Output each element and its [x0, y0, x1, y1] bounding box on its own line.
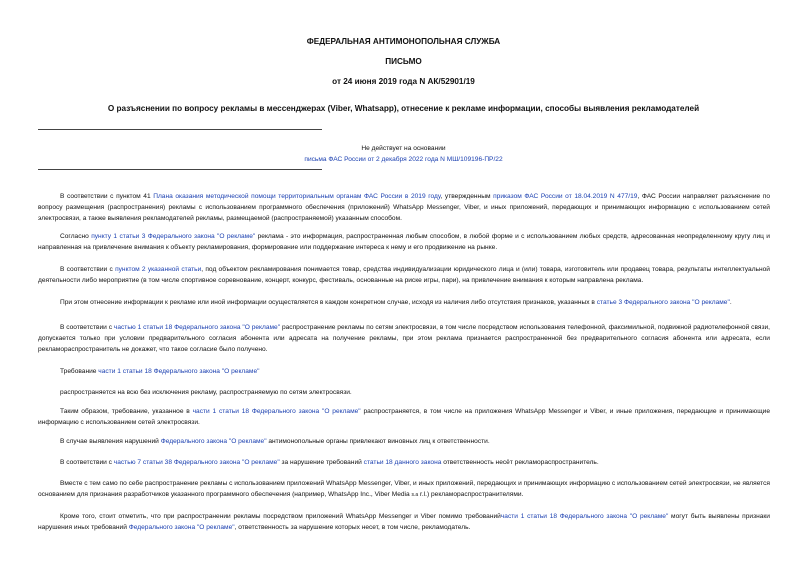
- agency-name: ФЕДЕРАЛЬНАЯ АНТИМОНОПОЛЬНАЯ СЛУЖБА: [306, 37, 501, 46]
- document-type: ПИСЬМО: [385, 57, 422, 66]
- p9-text-a: В случае выявления нарушений: [60, 438, 161, 445]
- p10-link-law[interactable]: частью 7 статьи 38 Федерального закона "О рекламе": [113, 459, 280, 466]
- p5-link-law[interactable]: частью 1 статьи 18 Федерального закона "О рекламе": [113, 324, 281, 331]
- paragraph-11: [38, 478, 770, 501]
- p6-link-law[interactable]: части 1 статьи 18 Федерального закона "О рекламе": [98, 368, 260, 375]
- p9-text-b: антимонопольные органы привлекают виновных лиц к ответственности.: [266, 438, 490, 445]
- p8-text-b: распространяется, в том числе на приложения WhatsApp Messenger и Viber, и иные приложения, передающие и принимающие информацию с использованием сетей электросвязи.: [38, 408, 771, 427]
- p12-link-law-2[interactable]: Федерального закона "О рекламе": [128, 524, 235, 532]
- p12-text-a: Кроме того, стоит отметить, что при распространении рекламы посредством приложений WhatsApp Messenger и Viber помимо требований: [60, 513, 501, 520]
- p1-text-b: , утвержденным: [440, 193, 494, 200]
- p9-link-law[interactable]: Федерального закона "О рекламе": [160, 438, 267, 445]
- paragraph-9: [38, 436, 770, 447]
- p10-text-b: за нарушение требований: [279, 459, 364, 466]
- p8-link-law[interactable]: части 1 статьи 18 Федерального закона "О рекламе": [192, 408, 361, 415]
- paragraph-5: [38, 322, 770, 356]
- paragraph-1: [38, 191, 770, 225]
- paragraph-3: [38, 264, 770, 286]
- p7-text-a: распространяется на всю без исключения рекламу, распространяемую по сетям электросвязи.: [60, 389, 352, 396]
- p5-text-b: распространение рекламы по сетям электросвязи, в том числе посредством использования телефонной, факсимильной, подвижной радиотелефонной связи, допускается только при условии предварительного согласия абонента или адресата на получение рекламы, при этом реклама признается распространенной без предварительного согласия абонента или адресата, если рекламораспространитель не докажет, что такое согласие было получено.: [38, 324, 770, 354]
- p10-text-c: ответственность несёт рекламораспространитель.: [441, 459, 599, 466]
- paragraph-12: [38, 511, 770, 533]
- paragraph-2: [38, 231, 770, 253]
- p1-text-c: , ФАС России направляет разъяснение по вопросу размещения (распространения) рекламы с использованием программного обеспечения (приложений) WhatsApp Messenger, Viber, и иных приложений, передающих и принимающих информацию с использованием сетей электросвязи, а также выявления рекламодателей рекламы, размещаемой (распространяемой) указанным способом.: [38, 193, 771, 223]
- p11-text-b: r.l.) рекламораспространителями.: [418, 491, 524, 499]
- paragraph-7: [38, 387, 770, 398]
- p12-text-b: могут быть выявлены признаки нарушения иных требований: [38, 513, 770, 532]
- paragraph-10: [38, 457, 770, 468]
- p3-text-b: , под объектом рекламирования понимается товар, средства индивидуализации юридического лица и (или) товара, изготовитель или продавец товара, результаты интеллектуальной деятельности либо мероприятие (в том числе спортивное соревнование, концерт, конкурс, фестиваль, основанные на риске игры, пари), на привлечение внимания к которым направлена реклама.: [38, 266, 770, 285]
- document-date-number: от 24 июня 2019 года N АК/52901/19: [332, 77, 475, 86]
- paragraph-8: [38, 406, 770, 428]
- validity-notice-text: Не действует на основании: [361, 145, 446, 152]
- validity-notice-link[interactable]: письма ФАС России от 2 декабря 2022 года N МШ/109196-ПР/22: [304, 156, 503, 163]
- paragraph-4: [38, 297, 770, 308]
- p10-text-a: В соответствии с: [60, 459, 114, 466]
- p11-glyph: s.a: [411, 492, 419, 499]
- p6-text-a: Требование: [60, 368, 99, 375]
- validity-notice: [0, 143, 807, 165]
- p12-text-c: , ответственность за нарушение которых несет, в том числе, рекламодатель.: [234, 524, 471, 532]
- p3-text-a: В соответствии с: [60, 266, 116, 273]
- divider-top: [38, 129, 322, 130]
- p1-text-a: В соответствии с пунктом 41: [60, 193, 154, 200]
- p11-text-a: Вместе с тем само по себе распространение рекламы с использованием приложений WhatsApp Messenger, Viber, и иных приложений, передающих и принимающих информацию с использованием сетей электросвязи, не является основанием для признания разработчиков указанного программного обеспечения (например, WhatsApp Inc., Viber Media: [38, 480, 770, 499]
- document-title: О разъяснении по вопросу рекламы в мессенджерах (Viber, Whatsapp), отнесение к рекламе информации, способы выявления рекламодателей: [107, 104, 700, 113]
- p2-text-b: реклама - это информация, распространенная любым способом, в любой форме и с использованием любых средств, адресованная неопределенному кругу лиц и направленная на привлечение внимания к объекту рекламирования, формирование или поддержание интереса к нему и его продвижение на рынке.: [38, 233, 770, 252]
- p8-text-a: Таким образом, требование, указанное в: [60, 408, 193, 415]
- p2-link-law[interactable]: пункту 1 статьи 3 Федерального закона "О рекламе": [91, 233, 256, 240]
- p12-link-law[interactable]: части 1 статьи 18 Федерального закона "О рекламе": [500, 513, 669, 520]
- p1-link-plan[interactable]: Плана оказания методической помощи территориальным органам ФАС России в 2019 году: [153, 193, 441, 200]
- p2-text-a: Согласно: [60, 233, 92, 240]
- divider-bottom: [38, 169, 322, 170]
- p10-link-article[interactable]: статьи 18 данного закона: [363, 459, 442, 466]
- p4-text-b: .: [729, 299, 732, 306]
- paragraph-6: [38, 366, 770, 377]
- p4-text-a: При этом отнесение информации к рекламе или иной информации осуществляется в каждом конкретном случае, исходя из наличия либо отсутствия признаков, указанных в: [60, 299, 597, 306]
- p5-text-a: В соответствии с: [60, 324, 114, 331]
- p1-link-order[interactable]: приказом ФАС России от 18.04.2019 N 477/19: [493, 193, 638, 200]
- p4-link-law[interactable]: статье 3 Федерального закона "О рекламе": [596, 299, 730, 306]
- p3-link-article[interactable]: пунктом 2 указанной статьи: [115, 266, 202, 273]
